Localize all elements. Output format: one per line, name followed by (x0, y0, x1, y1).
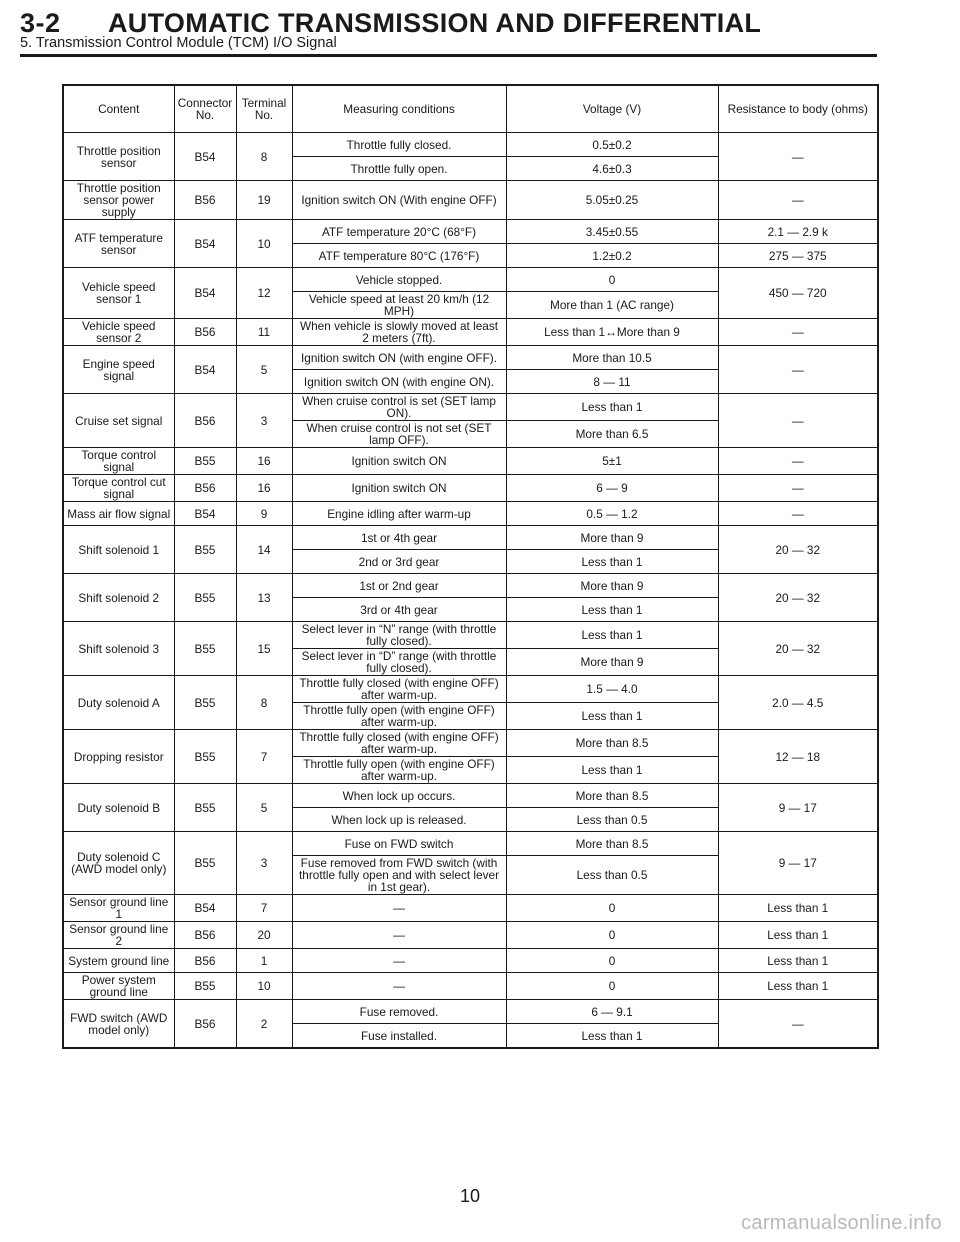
cell-voltage: 0 (506, 895, 718, 922)
col-header-voltage: Voltage (V) (506, 85, 718, 133)
cell-condition: When lock up occurs. (292, 784, 506, 808)
cell-voltage: Less than 1 (506, 550, 718, 574)
cell-voltage: 0.5±0.2 (506, 133, 718, 157)
cell-connector: B54 (174, 502, 236, 526)
cell-condition: Fuse on FWD switch (292, 832, 506, 856)
cell-condition: Ignition switch ON (with engine OFF). (292, 346, 506, 370)
table-row (63, 730, 878, 757)
cell-condition: Fuse installed. (292, 1024, 506, 1049)
col-header-conditions: Measuring conditions (292, 85, 506, 133)
cell-content: Throttle position sensor power supply (63, 181, 174, 220)
cell-voltage: More than 9 (506, 574, 718, 598)
section-code: 3-2 (20, 8, 61, 38)
cell-resistance: Less than 1 (718, 949, 878, 973)
cell-voltage: Less than 1 (506, 394, 718, 421)
table-row (63, 949, 878, 973)
col-header-content: Content (63, 85, 174, 133)
cell-content: Torque control signal (63, 448, 174, 475)
table-row (63, 895, 878, 922)
cell-connector: B55 (174, 832, 236, 895)
cell-content: Power system ground line (63, 973, 174, 1000)
cell-voltage: More than 6.5 (506, 421, 718, 448)
cell-voltage: 6 — 9 (506, 475, 718, 502)
cell-terminal: 13 (236, 574, 292, 622)
cell-connector: B56 (174, 319, 236, 346)
cell-terminal: 8 (236, 676, 292, 730)
cell-resistance: 450 — 720 (718, 268, 878, 319)
cell-condition: Throttle fully closed. (292, 133, 506, 157)
cell-condition: 1st or 2nd gear (292, 574, 506, 598)
table-row (63, 448, 878, 475)
cell-condition: Throttle fully closed (with engine OFF) after warm-up. (292, 730, 506, 757)
cell-terminal: 10 (236, 220, 292, 268)
cell-voltage: 4.6±0.3 (506, 157, 718, 181)
cell-content: Mass air flow signal (63, 502, 174, 526)
cell-resistance: Less than 1 (718, 922, 878, 949)
cell-terminal: 3 (236, 832, 292, 895)
cell-voltage: 0 (506, 922, 718, 949)
cell-connector: B55 (174, 784, 236, 832)
cell-voltage: 0 (506, 949, 718, 973)
cell-content: Torque control cut signal (63, 475, 174, 502)
table-row (63, 832, 878, 856)
cell-content: Throttle position sensor (63, 133, 174, 181)
cell-connector: B55 (174, 730, 236, 784)
cell-voltage: More than 8.5 (506, 730, 718, 757)
cell-connector: B56 (174, 922, 236, 949)
cell-resistance: 2.1 — 2.9 k (718, 220, 878, 244)
cell-terminal: 14 (236, 526, 292, 574)
cell-condition: Select lever in “N” range (with throttle fully closed). (292, 622, 506, 649)
cell-resistance: 20 — 32 (718, 622, 878, 676)
cell-condition: — (292, 895, 506, 922)
cell-voltage: More than 9 (506, 526, 718, 550)
cell-connector: B56 (174, 394, 236, 448)
table-row (63, 181, 878, 220)
cell-voltage: 1.5 — 4.0 (506, 676, 718, 703)
table-row (63, 475, 878, 502)
table-row (63, 1000, 878, 1024)
cell-resistance: 275 — 375 (718, 244, 878, 268)
cell-condition: When cruise control is not set (SET lamp OFF). (292, 421, 506, 448)
cell-voltage: Less than 0.5 (506, 808, 718, 832)
cell-voltage: 8 — 11 (506, 370, 718, 394)
cell-voltage: Less than 1 (506, 703, 718, 730)
cell-resistance: Less than 1 (718, 973, 878, 1000)
cell-voltage: Less than 1 (506, 757, 718, 784)
cell-voltage: More than 8.5 (506, 784, 718, 808)
cell-resistance: — (718, 1000, 878, 1049)
cell-voltage: More than 9 (506, 649, 718, 676)
cell-connector: B56 (174, 1000, 236, 1049)
cell-terminal: 1 (236, 949, 292, 973)
cell-voltage: 3.45±0.55 (506, 220, 718, 244)
cell-voltage: 1.2±0.2 (506, 244, 718, 268)
table-row (63, 268, 878, 292)
cell-resistance: 20 — 32 (718, 526, 878, 574)
cell-content: ATF temperature sensor (63, 220, 174, 268)
cell-voltage: Less than 0.5 (506, 856, 718, 895)
cell-voltage: More than 10.5 (506, 346, 718, 370)
cell-connector: B56 (174, 181, 236, 220)
cell-voltage: 0 (506, 973, 718, 1000)
cell-connector: B54 (174, 133, 236, 181)
cell-resistance: Less than 1 (718, 895, 878, 922)
col-header-resistance: Resistance to body (ohms) (718, 85, 878, 133)
cell-condition: Vehicle stopped. (292, 268, 506, 292)
cell-condition: — (292, 949, 506, 973)
table-row (63, 784, 878, 808)
cell-condition: When vehicle is slowly moved at least 2 meters (7ft). (292, 319, 506, 346)
cell-condition: Fuse removed. (292, 1000, 506, 1024)
cell-voltage: More than 8.5 (506, 832, 718, 856)
cell-condition: 3rd or 4th gear (292, 598, 506, 622)
cell-content: Vehicle speed sensor 2 (63, 319, 174, 346)
table-row (63, 973, 878, 1000)
cell-terminal: 3 (236, 394, 292, 448)
table-row (63, 319, 878, 346)
cell-connector: B54 (174, 346, 236, 394)
cell-content: Shift solenoid 3 (63, 622, 174, 676)
cell-condition: ATF temperature 80°C (176°F) (292, 244, 506, 268)
cell-resistance: — (718, 181, 878, 220)
cell-terminal: 9 (236, 502, 292, 526)
table-row (63, 574, 878, 598)
cell-connector: B55 (174, 448, 236, 475)
table-row (63, 922, 878, 949)
cell-content: Shift solenoid 2 (63, 574, 174, 622)
cell-resistance: — (718, 475, 878, 502)
cell-content: System ground line (63, 949, 174, 973)
cell-voltage: Less than 1 (506, 598, 718, 622)
cell-voltage: 0 (506, 268, 718, 292)
cell-condition: Ignition switch ON (292, 448, 506, 475)
cell-terminal: 12 (236, 268, 292, 319)
cell-resistance: — (718, 133, 878, 181)
table-row (63, 133, 878, 157)
cell-condition: Throttle fully open (with engine OFF) after warm-up. (292, 703, 506, 730)
page-number: 10 (459, 1186, 481, 1206)
cell-condition: Fuse removed from FWD switch (with throttle fully open and with select lever in 1st gear). (292, 856, 506, 895)
cell-resistance: — (718, 502, 878, 526)
cell-content: Sensor ground line 1 (63, 895, 174, 922)
cell-resistance: — (718, 346, 878, 394)
cell-condition: Ignition switch ON (With engine OFF) (292, 181, 506, 220)
cell-connector: B54 (174, 268, 236, 319)
cell-content: Duty solenoid C (AWD model only) (63, 832, 174, 895)
page-subtitle: 5. Transmission Control Module (TCM) I/O Signal (20, 35, 337, 51)
cell-terminal: 15 (236, 622, 292, 676)
cell-condition: — (292, 973, 506, 1000)
page-title: AUTOMATIC TRANSMISSION AND DIFFERENTIAL (108, 8, 762, 38)
cell-voltage: 5.05±0.25 (506, 181, 718, 220)
cell-condition: Ignition switch ON (292, 475, 506, 502)
cell-connector: B54 (174, 220, 236, 268)
cell-connector: B55 (174, 526, 236, 574)
cell-condition: Throttle fully open (with engine OFF) after warm-up. (292, 757, 506, 784)
cell-connector: B55 (174, 574, 236, 622)
cell-condition: When cruise control is set (SET lamp ON). (292, 394, 506, 421)
cell-terminal: 19 (236, 181, 292, 220)
cell-voltage: Less than 1 (506, 622, 718, 649)
cell-voltage: Less than 1 (506, 1024, 718, 1049)
cell-connector: B55 (174, 676, 236, 730)
cell-terminal: 5 (236, 784, 292, 832)
header-rule (20, 54, 877, 57)
table-row (63, 394, 878, 421)
cell-condition: When lock up is released. (292, 808, 506, 832)
cell-content: Cruise set signal (63, 394, 174, 448)
table-body (63, 133, 878, 1049)
cell-terminal: 16 (236, 448, 292, 475)
table-row (63, 676, 878, 703)
cell-terminal: 10 (236, 973, 292, 1000)
cell-content: Shift solenoid 1 (63, 526, 174, 574)
cell-condition: 1st or 4th gear (292, 526, 506, 550)
cell-connector: B55 (174, 973, 236, 1000)
col-header-connector: Connector No. (174, 85, 236, 133)
cell-terminal: 20 (236, 922, 292, 949)
watermark: carmanualsonline.info (741, 1212, 942, 1234)
table-header-row (63, 85, 878, 133)
cell-voltage: 6 — 9.1 (506, 1000, 718, 1024)
cell-connector: B54 (174, 895, 236, 922)
cell-connector: B55 (174, 622, 236, 676)
cell-voltage: 5±1 (506, 448, 718, 475)
cell-condition: Ignition switch ON (with engine ON). (292, 370, 506, 394)
cell-resistance: — (718, 448, 878, 475)
cell-terminal: 11 (236, 319, 292, 346)
cell-condition: ATF temperature 20°C (68°F) (292, 220, 506, 244)
cell-voltage: More than 1 (AC range) (506, 292, 718, 319)
cell-condition: Select lever in “D” range (with throttle fully closed). (292, 649, 506, 676)
cell-connector: B56 (174, 475, 236, 502)
table-row (63, 220, 878, 244)
cell-condition: Engine idling after warm-up (292, 502, 506, 526)
cell-content: Sensor ground line 2 (63, 922, 174, 949)
table-row (63, 346, 878, 370)
cell-condition: Throttle fully closed (with engine OFF) after warm-up. (292, 676, 506, 703)
cell-voltage: 0.5 — 1.2 (506, 502, 718, 526)
cell-condition: Throttle fully open. (292, 157, 506, 181)
cell-terminal: 5 (236, 346, 292, 394)
cell-resistance: 9 — 17 (718, 784, 878, 832)
cell-content: Dropping resistor (63, 730, 174, 784)
cell-terminal: 2 (236, 1000, 292, 1049)
cell-content: Duty solenoid A (63, 676, 174, 730)
cell-resistance: — (718, 319, 878, 346)
cell-content: FWD switch (AWD model only) (63, 1000, 174, 1049)
cell-terminal: 7 (236, 895, 292, 922)
cell-terminal: 7 (236, 730, 292, 784)
cell-terminal: 8 (236, 133, 292, 181)
cell-resistance: 20 — 32 (718, 574, 878, 622)
table-row (63, 622, 878, 649)
cell-resistance: 2.0 — 4.5 (718, 676, 878, 730)
cell-resistance: 9 — 17 (718, 832, 878, 895)
io-signal-table (62, 84, 879, 1049)
cell-condition: — (292, 922, 506, 949)
cell-content: Vehicle speed sensor 1 (63, 268, 174, 319)
col-header-terminal: Terminal No. (236, 85, 292, 133)
cell-connector: B56 (174, 949, 236, 973)
table-row (63, 502, 878, 526)
cell-resistance: 12 — 18 (718, 730, 878, 784)
cell-content: Engine speed signal (63, 346, 174, 394)
cell-resistance: — (718, 394, 878, 448)
cell-terminal: 16 (236, 475, 292, 502)
cell-condition: 2nd or 3rd gear (292, 550, 506, 574)
table-row (63, 526, 878, 550)
cell-voltage: Less than 1↔More than 9 (506, 319, 718, 346)
cell-condition: Vehicle speed at least 20 km/h (12 MPH) (292, 292, 506, 319)
cell-content: Duty solenoid B (63, 784, 174, 832)
